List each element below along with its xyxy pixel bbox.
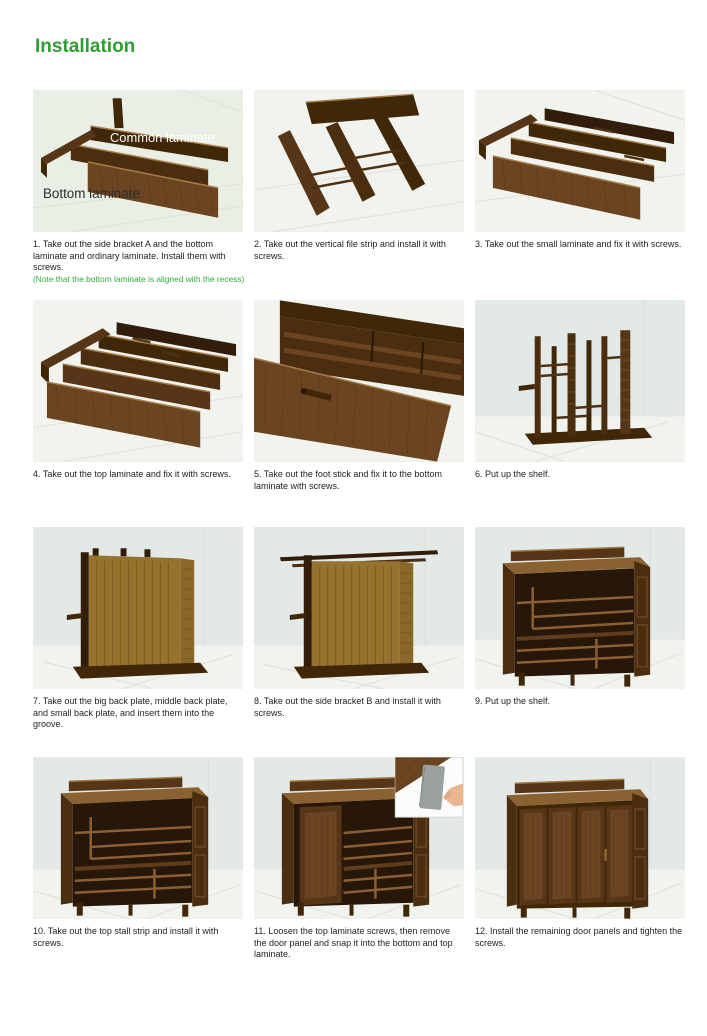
door-handle-notch <box>604 849 606 861</box>
page-title: Installation <box>35 36 136 57</box>
step-5-caption: 5. Take out the foot stick and fix it to the bottom laminate with screws. <box>254 469 442 491</box>
step-1-note: (Note that the bottom laminate is aligned with the recess) <box>33 273 245 284</box>
small-laminate-illustration <box>475 90 685 232</box>
step-cell-12 <box>475 757 685 949</box>
step-4-photo <box>33 300 243 462</box>
foot-stick-illustration <box>254 300 464 462</box>
step-cell-9 <box>475 527 685 757</box>
step-3-caption: 3. Take out the small laminate and fix it with screws. <box>475 239 682 249</box>
step-6-caption: 6. Put up the shelf. <box>475 469 551 479</box>
common-laminate-label: Common laminate <box>109 130 215 146</box>
step-row-1 <box>33 90 707 300</box>
step-cell-4 <box>33 300 243 527</box>
finished-cabinet-illustration <box>475 757 685 919</box>
step-cell-3 <box>475 90 685 300</box>
top-stall-strip-illustration <box>33 757 243 919</box>
step-3-photo <box>475 90 685 232</box>
step-1-caption: 1. Take out the side bracket A and the bottom laminate and ordinary laminate. Install them with screws. <box>33 239 226 272</box>
step-8-caption: 8. Take out the side bracket B and install it with screws. <box>254 696 441 718</box>
side-bracket-b-illustration <box>254 527 464 689</box>
step-11-caption: 11. Loosen the top laminate screws, then remove the door panel and snap it into the bottom and top laminate. <box>254 926 453 959</box>
open-shelf-cabinet-illustration <box>475 527 685 689</box>
step-cell-2 <box>254 90 464 300</box>
bottom-laminate-label: Bottom laminate <box>42 185 140 201</box>
door-snap-inset-photo <box>395 757 463 817</box>
step-cell-10 <box>33 757 243 949</box>
installation-grid <box>33 90 707 961</box>
step-cell-8 <box>254 527 464 757</box>
step-cell-5 <box>254 300 464 527</box>
step-row-3 <box>33 527 707 757</box>
step-5-photo <box>254 300 464 462</box>
step-12-caption: 12. Install the remaining door panels and tighten the screws. <box>475 926 683 948</box>
shelf-upright-illustration <box>475 300 685 462</box>
step-7-caption: 7. Take out the big back plate, middle back plate, and small back plate, and insert them into the groove. <box>33 696 228 729</box>
step-11-photo <box>254 757 464 919</box>
step-6-photo <box>475 300 685 462</box>
step-cell-7 <box>33 527 243 757</box>
step-cell-6 <box>475 300 685 527</box>
step-row-4 <box>33 757 707 961</box>
step-cell-1 <box>33 90 243 300</box>
step-12-photo <box>475 757 685 919</box>
step-10-caption: 10. Take out the top stall strip and install it with screws. <box>33 926 219 948</box>
back-plate-illustration <box>33 527 243 689</box>
step-9-caption: 9. Put up the shelf. <box>475 696 551 706</box>
step-cell-11 <box>254 757 464 961</box>
door-panel-snap-illustration <box>254 757 464 919</box>
step-2-caption: 2. Take out the vertical file strip and install it with screws. <box>254 239 446 261</box>
step-10-photo <box>33 757 243 919</box>
step-9-photo <box>475 527 685 689</box>
top-laminate-illustration <box>33 300 243 462</box>
laminate-assembly-illustration <box>33 90 243 232</box>
step-4-caption: 4. Take out the top laminate and fix it with screws. <box>33 469 231 479</box>
step-7-photo <box>33 527 243 689</box>
step-1-photo <box>33 90 243 232</box>
step-row-2 <box>33 300 707 527</box>
step-2-photo <box>254 90 464 232</box>
step-8-photo <box>254 527 464 689</box>
vertical-file-strip-illustration <box>254 90 464 232</box>
